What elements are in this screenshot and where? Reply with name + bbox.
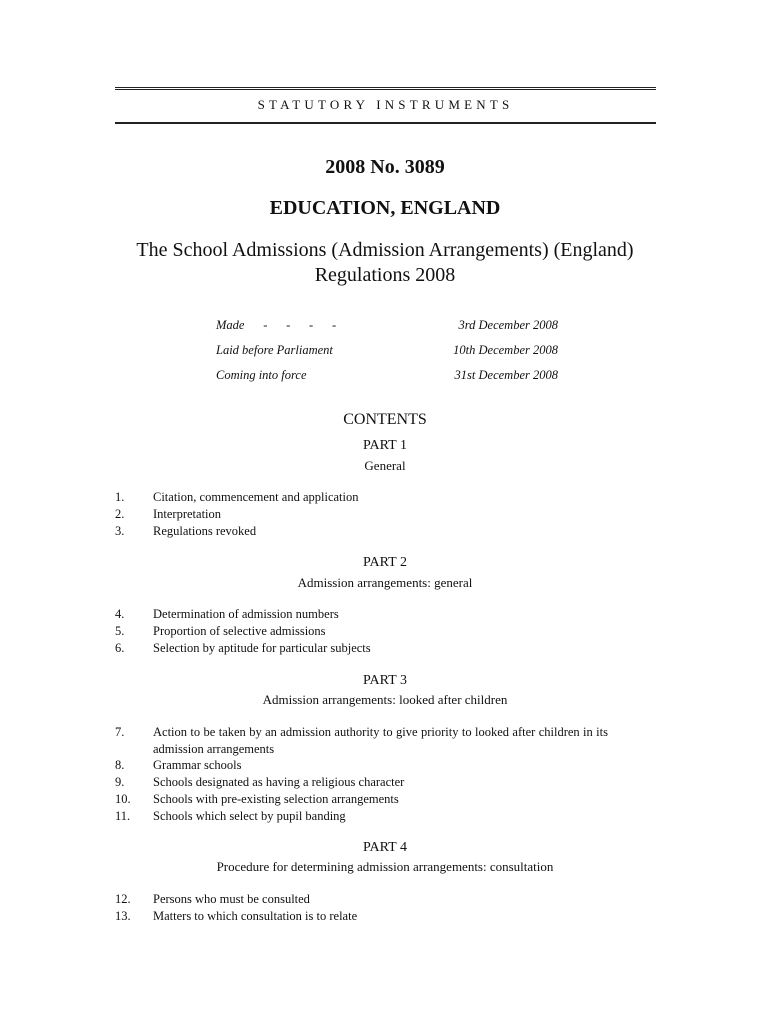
date-value: 3rd December 2008 (458, 318, 558, 332)
date-value: 31st December 2008 (454, 368, 558, 382)
instrument-number: 2008 No. 3089 (325, 156, 445, 178)
entry-text: Regulations revoked (153, 524, 257, 538)
date-row-laid (216, 343, 561, 368)
part-1-subtitle: General (364, 458, 406, 473)
part-3-title: PART 3 (363, 673, 407, 688)
entry-number: 7. (115, 725, 125, 739)
entry-number: 4. (115, 607, 125, 621)
entry-number: 11. (115, 809, 131, 823)
part-4-subtitle: Procedure for determining admission arrangements: consultation (216, 859, 554, 874)
entry-number: 3. (115, 524, 125, 538)
entry-text: Selection by aptitude for particular subjects (153, 641, 371, 655)
part-2-subtitle: Admission arrangements: general (297, 575, 473, 590)
part-2-title: PART 2 (363, 555, 407, 570)
entry-text: Schools with pre-existing selection arrangements (153, 792, 399, 806)
part-1-title: PART 1 (363, 438, 407, 453)
entry-text: Interpretation (153, 507, 222, 521)
entry-number: 13. (115, 909, 131, 923)
entry-text: Determination of admission numbers (153, 607, 339, 621)
entry-text: Action to be taken by an admission authority to give priority to looked after children in its admission arrangements (153, 725, 608, 756)
top-rule (115, 87, 656, 90)
entry-number: 8. (115, 758, 125, 772)
entry-number: 10. (115, 792, 131, 806)
regulations-title: The School Admissions (Admission Arrangements) (England) Regulations 2008 (136, 239, 634, 286)
entry-text: Grammar schools (153, 758, 242, 772)
entry-text: Proportion of selective admissions (153, 624, 326, 638)
entry-text: Citation, commencement and application (153, 490, 359, 504)
date-value: 10th December 2008 (453, 343, 558, 357)
part-3-subtitle: Admission arrangements: looked after children (262, 692, 508, 707)
dates-table (216, 318, 561, 393)
part-4-title: PART 4 (363, 840, 407, 855)
entry-number: 6. (115, 641, 125, 655)
contents-heading: CONTENTS (343, 411, 427, 428)
entry-text: Persons who must be consulted (153, 892, 310, 906)
entry-text: Matters to which consultation is to relate (153, 909, 358, 923)
series-heading: STATUTORY INSTRUMENTS (257, 97, 514, 112)
entry-number: 9. (115, 775, 125, 789)
entry-text: Schools which select by pupil banding (153, 809, 346, 823)
date-row-in-force (216, 368, 561, 393)
date-row-made (216, 318, 561, 343)
entry-number: 12. (115, 892, 131, 906)
date-label: Coming into force (216, 368, 307, 382)
entry-number: 1. (115, 490, 125, 504)
entry-number: 5. (115, 624, 125, 638)
entry-text: Schools designated as having a religious character (153, 775, 405, 789)
heading-rule (115, 122, 656, 124)
subject-heading: EDUCATION, ENGLAND (269, 197, 501, 219)
entry-number: 2. (115, 507, 125, 521)
date-label: Laid before Parliament (216, 343, 333, 357)
date-label: Made - - - - (216, 318, 337, 332)
